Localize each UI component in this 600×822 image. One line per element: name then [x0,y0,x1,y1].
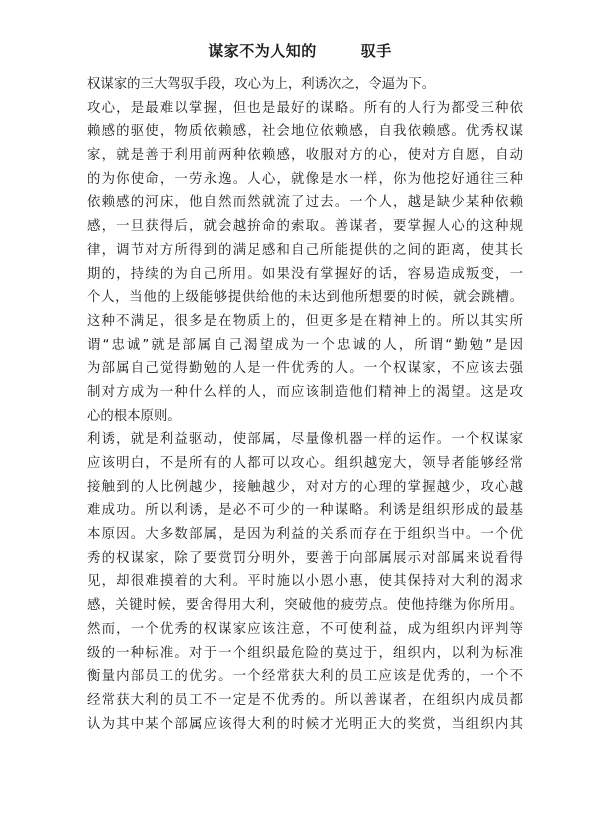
text-line: 经常获大利的员工不一定是不优秀的。所以善谋者，在组织内成员都 [87,692,523,708]
text-line: 赖感的驱使，物质依赖感，社会地位依赖感，自我依赖感。优秀权谋 [87,124,523,140]
text-line: 感，一旦获得后，就会越拚命的索取。善谋者，要掌握人心的这种规 [87,219,523,235]
text-line: 家，就是善于利用前两种依赖感，收服对方的心，使对方自愿，自动 [87,148,523,164]
text-line: 利诱，就是利益驱动，使部属，尽量像机器一样的运作。一个权谋家 [87,432,523,448]
text-line: 心的根本原则。 [87,408,181,424]
text-line: 秀的权谋家，除了要赏罚分明外，要善于向部属展示对部属来说看得 [87,550,523,566]
text-line: 为部属自己觉得勤勉的人是一件优秀的人。一个权谋家，不应该去强 [87,361,523,377]
text-line: 的为你使命，一劳永逸。人心，就像是水一样，你为他挖好通往三种 [87,171,523,187]
text-line: 攻心，是最难以掌握，但也是最好的谋略。所有的人行为都受三种依 [87,100,523,116]
text-line: 认为其中某个部属应该得大利的时候才光明正大的奖赏，当组织内其 [87,716,523,732]
text-line: 应该明白，不是所有的人都可以攻心。组织越宠大，领导者能够经常 [87,456,523,471]
text-line: 个人，当他的上级能够提供给他的未达到他所想要的时候，就会跳槽。 [87,290,523,306]
text-line: 见，却很难摸着的大利。平时施以小恩小惠，使其保持对大利的渴求 [87,574,523,590]
text-line: 制对方成为一种什么样的人，而应该制造他们精神上的渴望。这是攻 [87,384,523,400]
title-left: 谋家不为人知的 [208,42,317,60]
text-line: 级的一种标准。对于一个组织最危险的莫过于，组织内，以利为标准 [87,645,523,661]
text-line: 接触到的人比例越少，接触越少，对对方的心理的掌握越少，攻心越 [87,479,523,495]
text-line: 谓“忠诚”就是部属自己渴望成为一个忠诚的人，所谓“勤勉”是因 [87,337,523,353]
text-line: 这种不满足，很多是在物质上的，但更多是在精神上的。所以其实所 [87,313,523,329]
text-line: 依赖感的河床，他自然而然就流了过去。一个人，越是缺少某种依赖 [87,195,523,211]
text-line: 难成功。所以利诱，是必不可少的一种谋略。利诱是组织形成的最基 [87,503,523,519]
document-body [87,73,523,736]
text-line: 律，调节对方所得到的满足感和自己所能提供的之间的距离，使其长 [87,242,523,258]
text-line: 然而，一个优秀的权谋家应该注意，不可使利益，成为组织内评判等 [87,621,523,637]
text-line: 期的，持续的为自己所用。如果没有掌握好的话，容易造成叛变，一 [87,266,523,282]
text-line: 权谋家的三大驾驭手段，攻心为上，利诱次之，令逼为下。 [87,77,436,92]
title-right: 驭手 [360,42,392,60]
text-line: 本原因。大多数部属，是因为利益的关系而存在于组织当中。一个优 [87,527,523,543]
text-line: 感，关键时候，要舍得用大利，突破他的疲劳点。使他持继为你所用。 [87,598,523,614]
page-title [0,40,600,61]
text-line: 衡量内部员工的优劣。一个经常获大利的员工应该是优秀的，一个不 [87,669,523,685]
